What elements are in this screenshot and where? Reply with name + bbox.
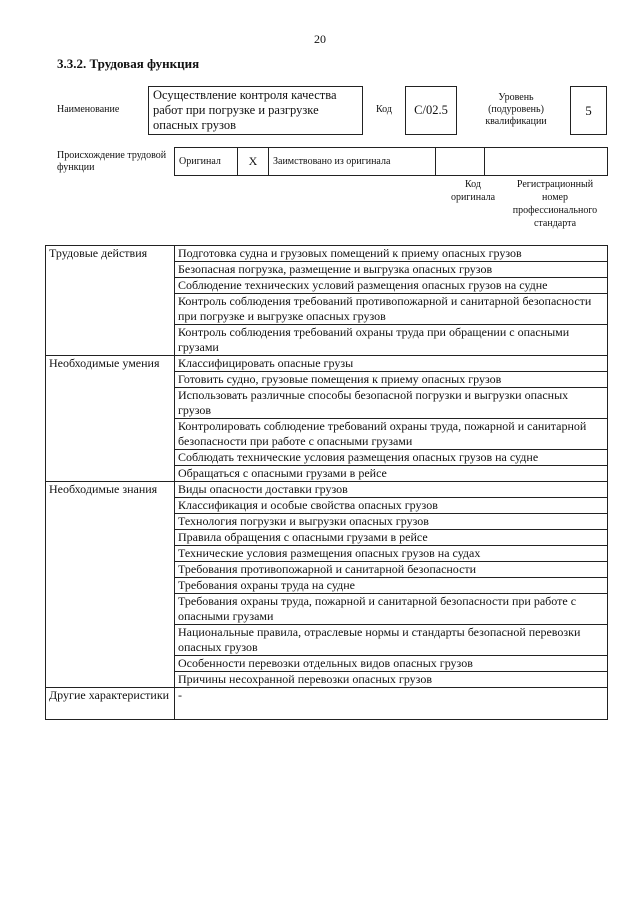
section-heading-skills: Необходимые умения [46, 356, 175, 482]
list-item: Контроль соблюдения требований охраны труда при обращении с опасными грузами [175, 325, 608, 356]
section-title: 3.3.2. Трудовая функция [57, 56, 200, 71]
original-cell [175, 148, 238, 176]
list-item: Готовить судно, грузовые помещения к приему опасных грузов [175, 372, 608, 388]
borrowed-cell: Заимствовано из оригинала [269, 148, 436, 176]
origin-label: Происхождение трудовой функции [57, 150, 167, 173]
section-heading-knowledge: Необходимые знания [46, 482, 175, 688]
qualification-level-label: Уровень (подуровень) квалификации [485, 92, 547, 127]
list-item: Технология погрузки и выгрузки опасных грузов [175, 514, 608, 530]
table-row [46, 688, 608, 720]
qualification-level-box: 5 [570, 86, 607, 135]
list-item: Классифицировать опасные грузы [175, 356, 608, 372]
registration-number-caption: Регистрационный номер профессионального стандарта [512, 179, 598, 229]
list-item: - [175, 688, 608, 720]
original-mark: X [238, 148, 269, 176]
list-item: Безопасная погрузка, размещение и выгрузка опасных грузов [175, 262, 608, 278]
original-code-cell [436, 148, 485, 176]
list-item: Соблюдение технических условий размещения опасных грузов на судне [175, 278, 608, 294]
code-label: Код [376, 104, 392, 115]
function-name-box: Осуществление контроля качества работ при погрузке и разгрузке опасных грузов [148, 86, 363, 135]
list-item: Технические условия размещения опасных грузов на судах [175, 546, 608, 562]
list-item: Классификация и особые свойства опасных грузов [175, 498, 608, 514]
table-row [46, 246, 608, 262]
list-item: Правила обращения с опасными грузами в рейсе [175, 530, 608, 546]
list-item: Требования охраны труда на судне [175, 578, 608, 594]
page-number: 20 [314, 32, 326, 46]
section-heading-other: Другие характеристики [46, 688, 175, 720]
original-label: Оригинал [179, 156, 221, 167]
name-label: Наименование [57, 104, 120, 115]
registration-number-cell [485, 148, 608, 176]
table-row [46, 356, 608, 372]
list-item: Соблюдать технические условия размещения опасных грузов на судне [175, 450, 608, 466]
origin-table [174, 147, 608, 176]
list-item: Требования противопожарной и санитарной безопасности [175, 562, 608, 578]
list-item: Причины несохранной перевозки опасных грузов [175, 672, 608, 688]
table-row [46, 482, 608, 498]
list-item: Обращаться с опасными грузами в рейсе [175, 466, 608, 482]
list-item: Использовать различные способы безопасной погрузки и выгрузки опасных грузов [175, 388, 608, 419]
list-item: Контролировать соблюдение требований охраны труда, пожарной и санитарной безопасности при работе с опасными грузами [175, 419, 608, 450]
list-item: Подготовка судна и грузовых помещений к приему опасных грузов [175, 246, 608, 262]
list-item: Национальные правила, отраслевые нормы и стандарты безопасной перевозки опасных грузов [175, 625, 608, 656]
list-item: Требования охраны труда, пожарной и санитарной безопасности при работе с опасными грузами [175, 594, 608, 625]
list-item: Особенности перевозки отдельных видов опасных грузов [175, 656, 608, 672]
list-item: Виды опасности доставки грузов [175, 482, 608, 498]
list-item: Контроль соблюдения требований противопожарной и санитарной безопасности при погрузке и выгрузке опасных грузов [175, 294, 608, 325]
function-details-table [45, 245, 608, 720]
section-heading-actions: Трудовые действия [46, 246, 175, 356]
function-code-box: С/02.5 [405, 86, 457, 135]
original-code-caption: Код оригинала [450, 179, 496, 203]
